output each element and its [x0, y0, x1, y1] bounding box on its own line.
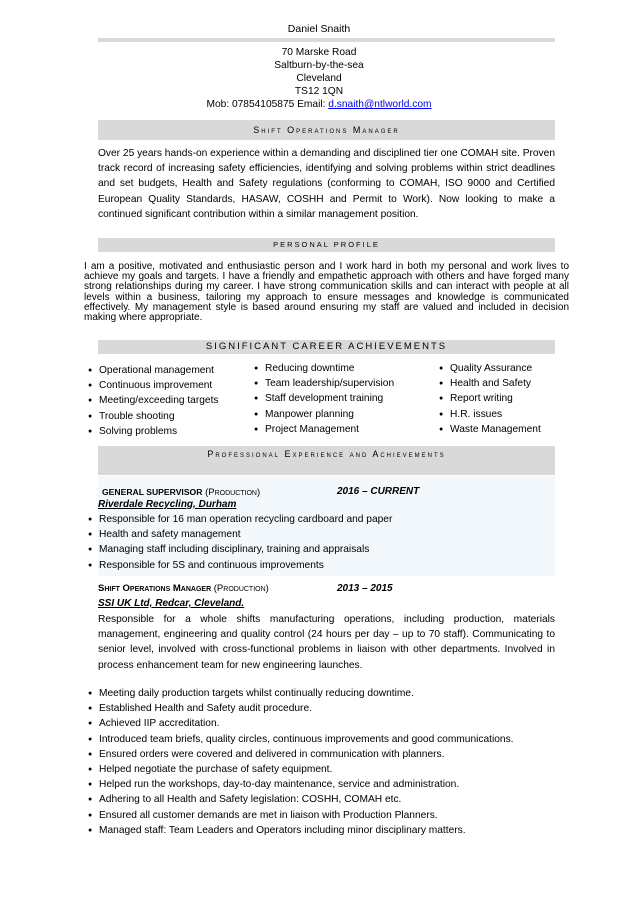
- job1-dates: 2016 – CURRENT: [337, 486, 420, 497]
- list-item: ● Meeting/exceeding targets: [88, 393, 219, 408]
- job2-title-rest: (Production): [211, 583, 269, 594]
- address-line-3: Cleveland: [296, 73, 342, 84]
- list-item: ● Ensured orders were covered and delivered in communication with planners.: [88, 747, 514, 762]
- list-item: ● Project Management: [254, 422, 394, 437]
- experience-heading: Professional Experience and Achievements: [207, 449, 446, 459]
- list-item: ● Continuous improvement: [88, 378, 219, 393]
- profile-heading-band: [98, 238, 555, 252]
- list-item: ● Reducing downtime: [254, 361, 394, 376]
- list-item: ● Meeting daily production targets whilst continually reducing downtime.: [88, 686, 514, 701]
- job2-title: [98, 583, 269, 594]
- list-item: ● Quality Assurance: [439, 361, 541, 376]
- job2-bullets: [88, 686, 514, 838]
- list-item: ● Introduced team briefs, quality circles, continuous improvements and good communications.: [88, 732, 514, 747]
- list-item: ● Solving problems: [88, 424, 219, 439]
- contact-line: [0, 98, 638, 111]
- achievements-column-3: [439, 361, 541, 437]
- objective-heading-band: [98, 120, 555, 140]
- job1-company: Riverdale Recycling, Durham: [98, 499, 237, 510]
- email-link[interactable]: d.snaith@ntlworld.com: [328, 99, 432, 110]
- address-line-4: TS12 1QN: [294, 86, 344, 97]
- job1-title-rest: (Production): [202, 487, 261, 498]
- list-item: ● Helped negotiate the purchase of safety equipment.: [88, 762, 514, 777]
- header-divider: [98, 38, 555, 42]
- list-item: ● Managed staff: Team Leaders and Operators including minor disciplinary matters.: [88, 823, 514, 838]
- profile-heading: PERSONAL PROFILE: [273, 240, 380, 249]
- job2-dates: 2013 – 2015: [337, 583, 393, 594]
- list-item: ● Manpower planning: [254, 407, 394, 422]
- achievements-column-1: [88, 363, 219, 439]
- address-line-2: Saltburn-by-the-sea: [274, 60, 364, 71]
- list-item: ● Achieved IIP accreditation.: [88, 716, 514, 731]
- objective-heading: Shift Operations Manager: [253, 125, 400, 135]
- address-line-1: 70 Marske Road: [281, 47, 357, 58]
- list-item: ● Managing staff including disciplinary, training and appraisals: [88, 542, 392, 557]
- job1-title-main: GENERAL SUPERVISOR: [102, 487, 203, 497]
- list-item: ● Report writing: [439, 391, 541, 406]
- list-item: ● Staff development training: [254, 391, 394, 406]
- achievements-heading-band: [98, 340, 555, 354]
- job2-title-main: Shift Operations Manager: [98, 583, 212, 594]
- list-item: ● Health and Safety: [439, 376, 541, 391]
- list-item: ● Trouble shooting: [88, 409, 219, 424]
- list-item: ● Adhering to all Health and Safety legislation: COSHH, COMAH etc.: [88, 792, 514, 807]
- list-item: ● Responsible for 5S and continuous improvements: [88, 558, 392, 573]
- profile-text: I am a positive, motivated and enthusiastic person and I work hard in both my personal and work lives to achieve my goals and targets. I have a friendly and empathetic approach with others and have forged many strong relationships during my career. I have strong communication skills and can interact with people at all levels within a business, tailoring my approach to ensure messages and knowledge is communicated effectively. My management style is based around ensuring my staff are valued and included in decision making where appropriate.: [84, 261, 569, 324]
- list-item: ● H.R. issues: [439, 407, 541, 422]
- list-item: ● Established Health and Safety audit procedure.: [88, 701, 514, 716]
- job2-company: SSI UK Ltd, Redcar, Cleveland.: [98, 598, 245, 609]
- job1-title: [102, 487, 260, 498]
- list-item: ● Ensured all customer demands are met in liaison with Production Planners.: [88, 808, 514, 823]
- achievements-heading: SIGNIFICANT CAREER ACHIEVEMENTS: [205, 341, 448, 352]
- list-item: ● Helped run the workshops, day-to-day maintenance, service and administration.: [88, 777, 514, 792]
- achievements-column-2: [254, 361, 394, 437]
- list-item: ● Health and safety management: [88, 527, 392, 542]
- contact-prefix: Mob: 07854105875 Email:: [206, 99, 329, 110]
- objective-text: Over 25 years hands-on experience within a demanding and disciplined tier one COMAH site. Proven track record of increasing safety efficiencies, identifying and solving problems within strict deadlines and set budgets, Health and Safety regulations (conforming to COMAH, ISO 9000 and Certified European Quality Standards, HASAW, COSHH and Permit to Work). Now looking to make a continued significant contribution within a similar management position.: [98, 148, 555, 220]
- job1-bullets: [88, 512, 392, 573]
- job2-description: Responsible for a whole shifts manufacturing operations, including production, materials management, engineering and quality control (24 hours per day – up to 70 staff). Communicating to senior level, involved with cross-functional problems in liaison with other departments. Involved in process enhancement team for new engineering launches.: [98, 614, 555, 671]
- list-item: ● Waste Management: [439, 422, 541, 437]
- list-item: ● Operational management: [88, 363, 219, 378]
- experience-heading-band: [98, 446, 555, 475]
- list-item: ● Team leadership/supervision: [254, 376, 394, 391]
- candidate-name: Daniel Snaith: [287, 23, 351, 35]
- list-item: ● Responsible for 16 man operation recycling cardboard and paper: [88, 512, 392, 527]
